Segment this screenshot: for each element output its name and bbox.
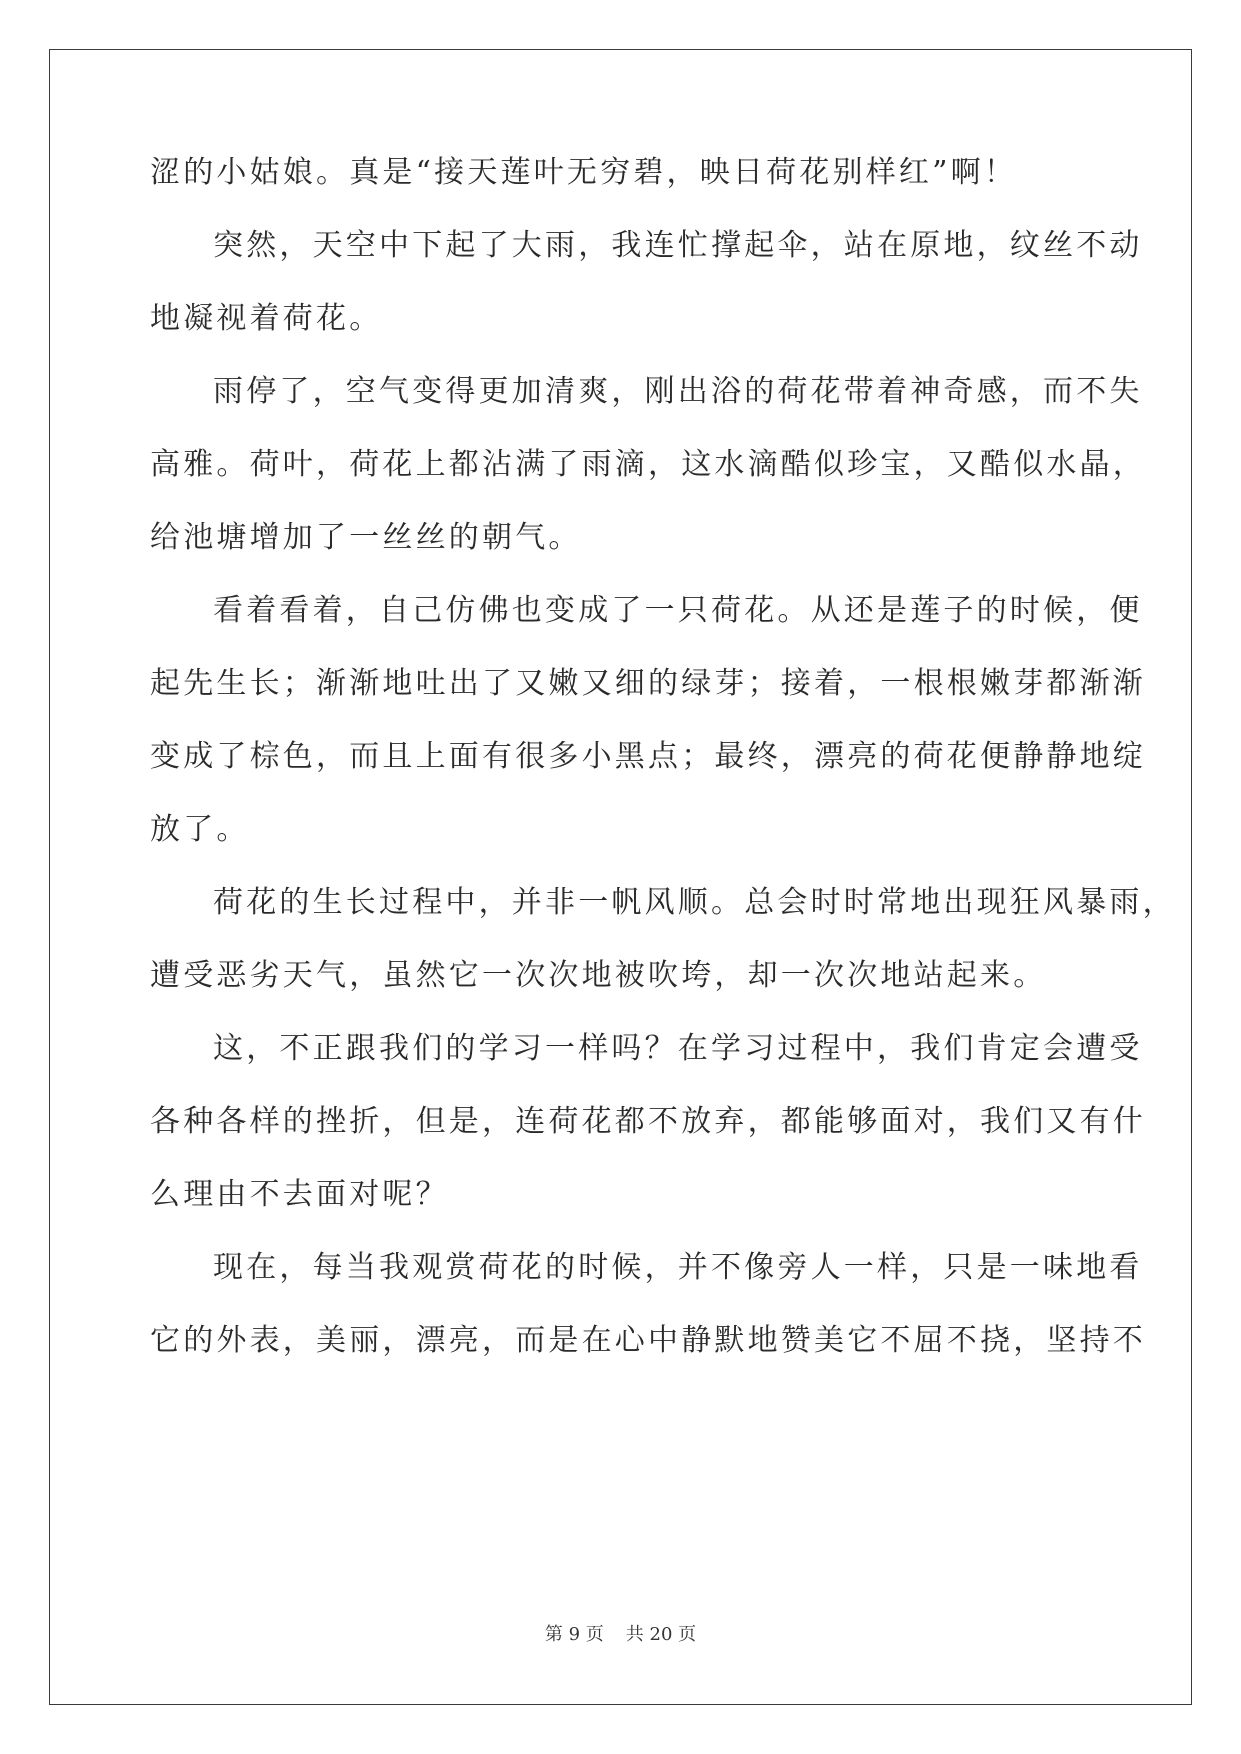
text-line: 它的外表，美丽，漂亮，而是在心中静默地赞美它不屈不挠，坚持不 [150, 1323, 1146, 1358]
text-line: 各种各样的挫折，但是，连荷花都不放弃，都能够面对，我们又有什 [150, 1104, 1146, 1139]
paragraph-start-line: 看着看着，自己仿佛也变成了一只荷花。从还是莲子的时候，便 [213, 593, 1143, 628]
paragraph-start-line: 雨停了，空气变得更加清爽，刚出浴的荷花带着神奇感，而不失 [213, 374, 1143, 409]
text-line: 给池塘增加了一丝丝的朝气。 [150, 520, 582, 555]
paragraph-start-line: 这，不正跟我们的学习一样吗？在学习过程中，我们肯定会遭受 [213, 1031, 1143, 1066]
text-line: 地凝视着荷花。 [150, 301, 383, 336]
page-number-total: 共 20 页 [625, 1624, 697, 1645]
text-line: 遭受恶劣天气，虽然它一次次地被吹垮，却一次次地站起来。 [150, 958, 1047, 993]
text-line: 涩的小姑娘。真是“接天莲叶无穷碧，映日荷花别样红”啊！ [150, 155, 1018, 190]
page-number-current: 第 9 页 [544, 1624, 604, 1645]
text-line: 变成了棕色，而且上面有很多小黑点；最终，漂亮的荷花便静静地绽 [150, 739, 1146, 774]
text-line: 放了。 [150, 812, 250, 847]
page-footer [0, 1620, 1241, 1646]
paragraph-start-line: 现在，每当我观赏荷花的时候，并不像旁人一样，只是一味地看 [213, 1250, 1143, 1285]
paragraph-start-line: 荷花的生长过程中，并非一帆风顺。总会时时常地出现狂风暴雨， [213, 885, 1176, 920]
text-line: 么理由不去面对呢？ [150, 1177, 449, 1212]
paragraph-start-line: 突然，天空中下起了大雨，我连忙撑起伞，站在原地，纹丝不动 [213, 228, 1143, 263]
text-line: 起先生长；渐渐地吐出了又嫩又细的绿芽；接着，一根根嫩芽都渐渐 [150, 666, 1146, 701]
page-border [49, 49, 1192, 1705]
text-line: 高雅。荷叶，荷花上都沾满了雨滴，这水滴酷似珍宝，又酷似水晶， [150, 447, 1146, 482]
